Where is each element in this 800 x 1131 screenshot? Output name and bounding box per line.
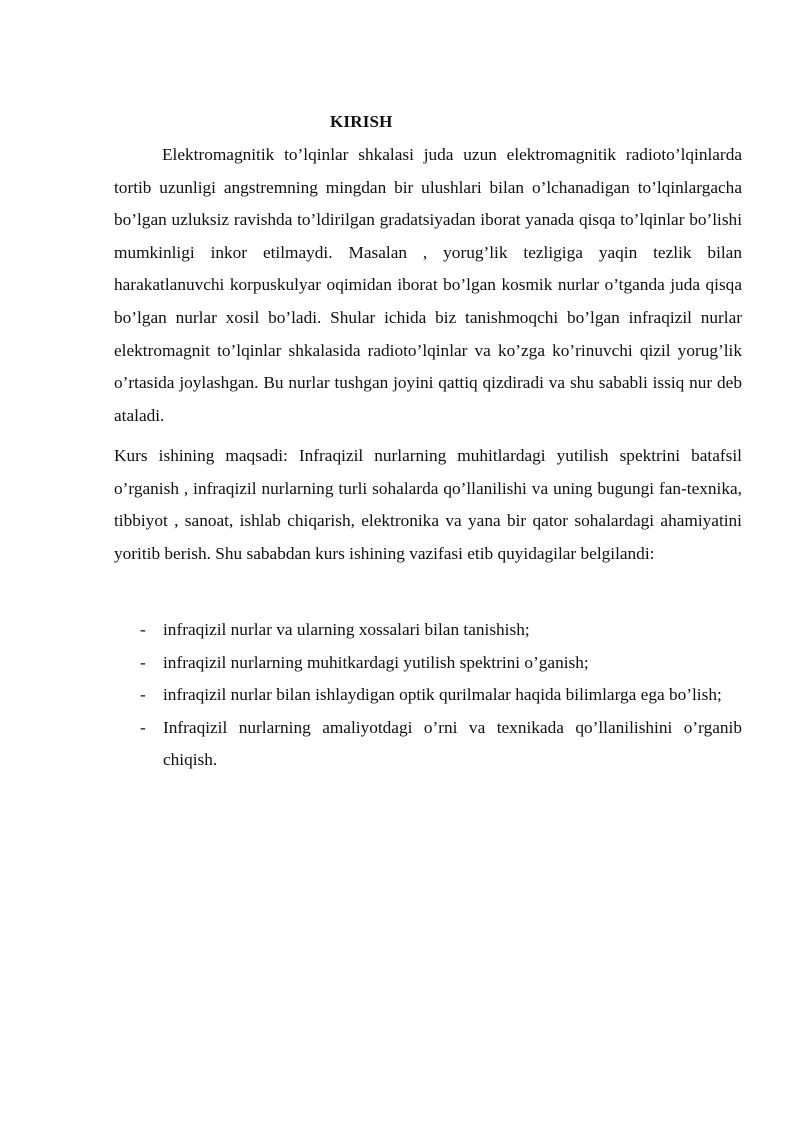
list-item-text: infraqizil nurlar bilan ishlaydigan optik qurilmalar haqida bilimlarga ega bo’lish;	[163, 685, 722, 705]
list-item-text: infraqizil nurlarning muhitkardagi yutilish spektrini o’ganish;	[163, 652, 589, 672]
list-item	[114, 614, 742, 647]
intro-paragraph: Elektromagnitik to’lqinlar shkalasi juda uzun elektromagnitik radioto’lqinlarda tortib uzunligi angstremning mingdan bir ulushlari bilan o’lchanadigan to’lqinlargacha bo’lgan uzluksiz ravishda to’ldirilgan gradatsiyadan iborat yanada qisqa to’lqinlar bo’lishi mumkinligi inkor etilmaydi. Masalan , yorug’lik tezligiga yaqin tezlik bilan harakatlanuvchi korpuskulyar oqimidan iborat bo’lgan kosmik nurlar o’tganda juda qisqa bo’lgan nurlar xosil bo’ladi. Shular ichida biz tanishmoqchi bo’lgan infraqizil nurlar elektromagnit to’lqinlar shkalasida radioto’lqinlar va ko’zga ko’rinuvchi qizil yorug’lik o’rtasida joylashgan. Bu nurlar tushgan joyini qattiq qizdiradi va shu sababli issiq nur deb ataladi.	[114, 145, 742, 425]
list-item	[114, 679, 742, 712]
list-item	[114, 647, 742, 680]
list-item	[114, 712, 742, 777]
list-item-text: infraqizil nurlar va ularning xossalari bilan tanishish;	[163, 620, 530, 639]
task-list	[114, 614, 742, 777]
list-marker: -	[140, 652, 146, 672]
list-marker: -	[140, 717, 146, 737]
list-marker: -	[140, 685, 146, 705]
page-title: KIRISH	[330, 112, 393, 131]
purpose-paragraph: Kurs ishining maqsadi: Infraqizil nurlarning muhitlardagi yutilish spektrini batafsil o’rganish , infraqizil nurlarning turli sohalarda qo’llanilishi va uning bugungi fan-texnika, tibbiyot , sanoat, ishlab chiqarish, elektronika va yana bir qator sohalardagi ahamiyatini yoritib berish. Shu sababdan kurs ishining vazifasi etib quyidagilar belgilandi:	[114, 446, 742, 563]
list-marker: -	[140, 620, 146, 639]
list-item-text: Infraqizil nurlarning amaliyotdagi o’rni va texnikada qo’llanilishini o’rganib chiqish.	[163, 717, 742, 770]
